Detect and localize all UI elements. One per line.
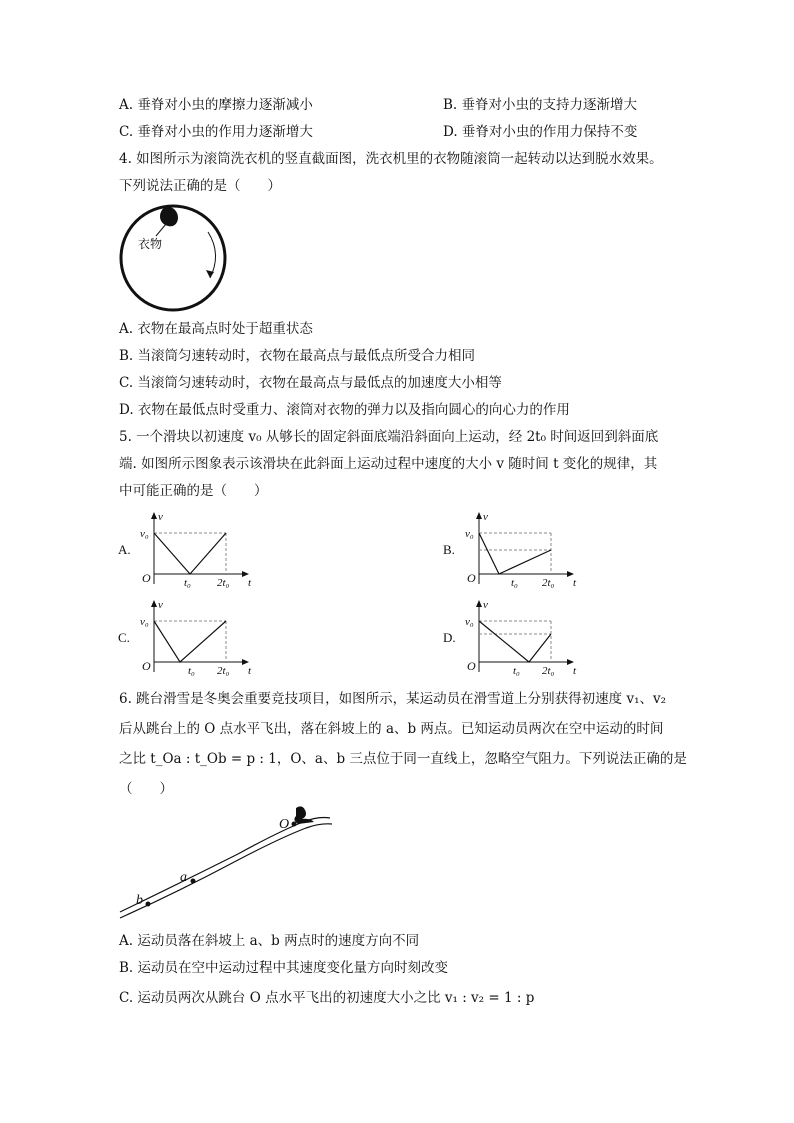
point-b-label: b (136, 893, 143, 908)
graph-a-origin: O (142, 571, 151, 585)
q4-option-d: D. 衣物在最低点时受重力、滚筒对衣物的弹力以及指向圆心的向心力的作用 (119, 402, 570, 418)
graph-b-v0-label: v₀ (465, 528, 474, 540)
graph-d-origin: O (467, 659, 476, 673)
q6-option-a: A. 运动员落在斜坡上 a、b 两点时的速度方向不同 (119, 933, 420, 949)
graph-b-curve (479, 533, 551, 574)
q5-stem-line1: 5. 一个滑块以初速度 v₀ 从够长的固定斜面底端沿斜面向上运动，经 2t₀ 时间返回到斜面底 (119, 429, 659, 445)
point-a-dot (191, 879, 196, 884)
ski-jump-figure (118, 804, 338, 924)
graph-b-t0-label: t₀ (511, 577, 518, 589)
graph-d-letter: D. (443, 630, 456, 645)
q4-stem-line1: 4. 如图所示为滚筒洗衣机的竖直截面图，洗衣机里的衣物随滚筒一起转动以达到脱水效果。 (119, 151, 663, 167)
q6-option-c: C. 运动员两次从跳台 O 点水平飞出的初速度大小之比 v₁ : v₂ = 1 : p (119, 990, 535, 1006)
q4-option-b: B. 当滚筒匀速转动时，衣物在最高点与最低点所受合力相同 (119, 348, 476, 364)
q4-stem-line2: 下列说法正确的是（ ） (119, 178, 281, 194)
graph-b-2t0-label: 2t₀ (542, 577, 555, 589)
point-b-dot (146, 902, 151, 907)
graph-d-v-arrow-icon (476, 600, 482, 607)
clothes-label: 衣物 (138, 237, 163, 251)
slope-lower-edge (120, 824, 332, 918)
graph-b (443, 510, 593, 590)
graph-b-t-label: t (573, 577, 577, 589)
point-o-label: O (279, 817, 290, 832)
graph-a-letter: A. (118, 542, 131, 557)
q4-option-a: A. 衣物在最高点时处于超重状态 (119, 321, 313, 337)
q6-stem-line4: （ ） (119, 781, 173, 797)
q5-stem-line2: 端. 如图所示图象表示该滑块在此斜面上运动过程中速度的大小 v 随时间 t 变化的规律，其 (119, 456, 658, 472)
q4-option-c: C. 当滚筒匀速转动时，衣物在最高点与最低点的加速度大小相等 (119, 375, 502, 391)
graph-c-t0-label: t₀ (188, 665, 195, 677)
graph-b-letter: B. (443, 542, 455, 557)
graph-b-origin: O (467, 571, 476, 585)
graph-d-t0-label: t₀ (513, 665, 520, 677)
q6-stem-line2: 后从跳台上的 O 点水平飞出，落在斜坡上的 a、b 两点。已知运动员两次在空中运动的时间 (119, 721, 664, 737)
graph-a-t-label: t (248, 577, 252, 589)
graph-a-2t0-label: 2t₀ (217, 577, 230, 589)
graph-c-t-label: t (248, 665, 252, 677)
graph-d-v-label: v (483, 599, 488, 611)
point-a-label: a (180, 870, 187, 885)
graph-c-letter: C. (118, 630, 130, 645)
graph-a (118, 510, 258, 590)
point-o-dot (292, 822, 297, 827)
clothes-icon (160, 207, 178, 226)
graph-c-curve (154, 621, 226, 662)
graph-c-2t0-label: 2t₀ (217, 665, 230, 677)
graph-a-v0-label: v₀ (140, 528, 149, 540)
q3-option-b: B. 垂脊对小虫的支持力逐渐增大 (443, 97, 638, 113)
q5-stem-line3: 中可能正确的是（ ） (119, 483, 268, 499)
q3-option-d: D. 垂脊对小虫的作用力保持不变 (443, 124, 638, 140)
graph-b-v-arrow-icon (476, 512, 482, 519)
graph-d-t-label: t (573, 665, 577, 677)
graph-d-v0-label: v₀ (465, 616, 474, 628)
graph-b-v-label: v (483, 511, 488, 523)
q6-stem-line3: 之比 t_Oa : t_Ob = p : 1，O、a、b 三点位于同一直线上，忽略空气阻力。下列说法正确的是 (119, 751, 687, 767)
clothes-pointer (156, 224, 166, 236)
washing-drum-figure (118, 202, 228, 312)
graph-c-v0-label: v₀ (140, 616, 149, 628)
graph-a-curve (154, 533, 226, 574)
q3-option-a: A. 垂脊对小虫的摩擦力逐渐减小 (119, 97, 313, 113)
graph-c-v-label: v (158, 599, 163, 611)
q6-stem-line1: 6. 跳台滑雪是冬奥会重要竞技项目，如图所示，某运动员在滑雪道上分别获得初速度 v₁、v₂ (119, 691, 667, 707)
graph-d-2t0-label: 2t₀ (542, 665, 555, 677)
q3-option-c: C. 垂脊对小虫的作用力逐渐增大 (119, 124, 313, 140)
graph-c (118, 598, 258, 678)
graph-a-v-arrow-icon (151, 512, 157, 519)
slope-upper-edge (120, 818, 330, 913)
q6-option-b: B. 运动员在空中运动过程中其速度变化量方向时刻改变 (119, 960, 449, 976)
graph-c-origin: O (142, 659, 151, 673)
graph-a-t0-label: t₀ (184, 577, 191, 589)
skier-icon (294, 806, 314, 824)
graph-d (443, 598, 593, 678)
graph-c-v-arrow-icon (151, 600, 157, 607)
graph-d-curve (479, 621, 551, 662)
graph-a-v-label: v (158, 511, 163, 523)
